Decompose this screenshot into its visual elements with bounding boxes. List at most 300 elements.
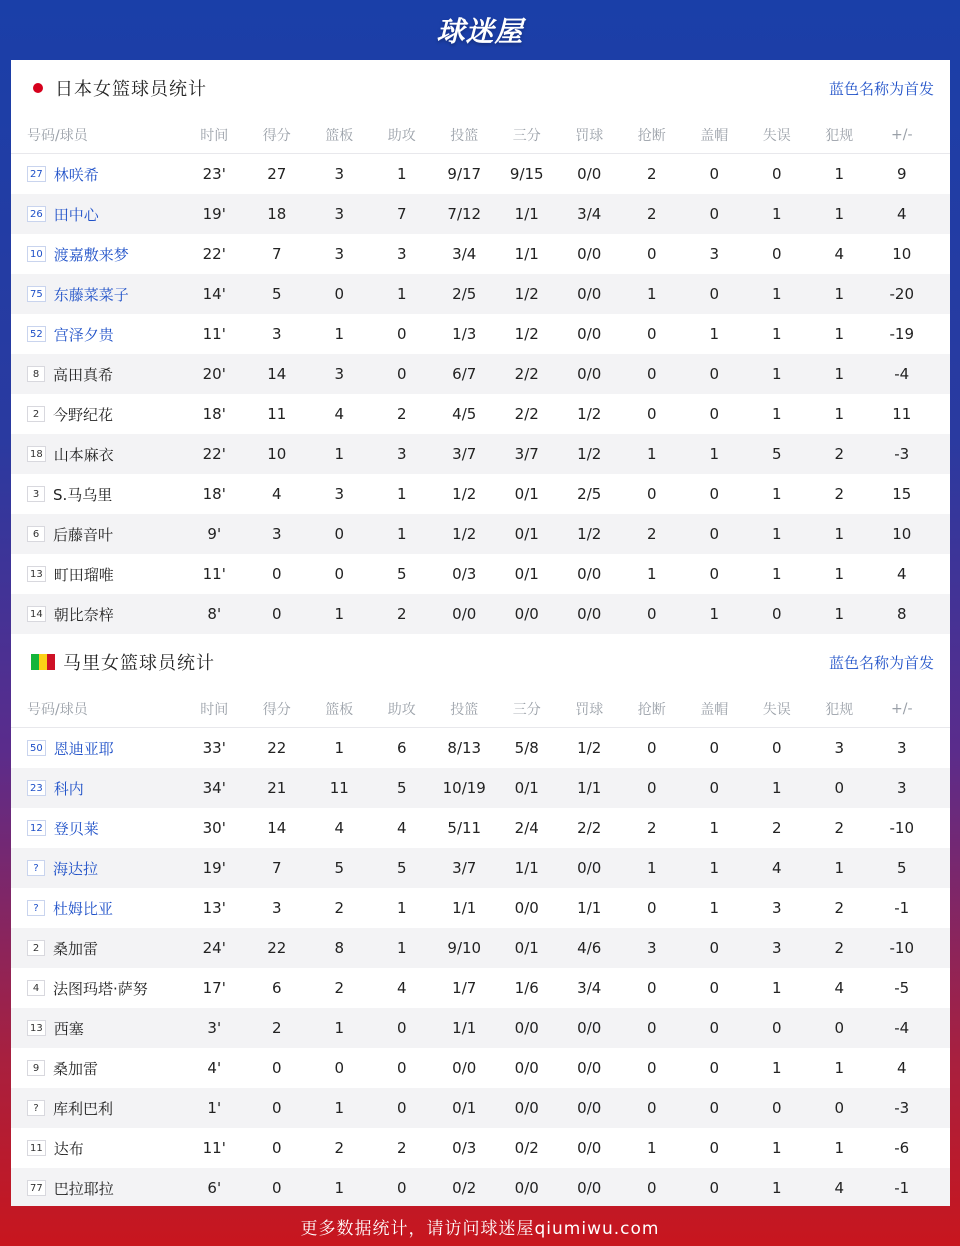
jersey-number-badge: 2	[27, 406, 45, 422]
stat-cell: 1	[771, 485, 782, 503]
player-name[interactable]: 町田瑠唯	[53, 565, 114, 584]
stat-cell: 2	[834, 939, 845, 957]
table-row[interactable]	[11, 1168, 950, 1206]
stats-card	[11, 60, 950, 1206]
stat-cell: 19'	[202, 859, 226, 877]
stat-cell: 0	[771, 739, 782, 757]
stat-cell: -19	[889, 325, 914, 343]
column-header[interactable]: 号码/球员	[27, 701, 88, 718]
table-row[interactable]	[11, 768, 950, 808]
stat-cell: 4	[271, 485, 282, 503]
stat-cell: 0	[646, 605, 657, 623]
stat-cell: 0	[271, 1099, 282, 1117]
stat-cell: 1	[709, 899, 720, 917]
stat-cell: 3	[334, 365, 345, 383]
footer-text[interactable]: 更多数据统计，请访问球迷屋qiumiwu.com	[300, 1218, 660, 1239]
stat-cell: 1	[771, 325, 782, 343]
stat-cell: 4	[334, 819, 345, 837]
table-row[interactable]	[11, 194, 950, 234]
stat-cell: 34'	[202, 779, 226, 797]
stat-cell: 0	[271, 1059, 282, 1077]
stat-cell: 1	[396, 165, 407, 183]
section-title-wrap	[31, 75, 207, 101]
stat-cell: 1/2	[577, 445, 602, 463]
player-name[interactable]: 库利巴利	[53, 1099, 114, 1118]
stat-cell: 0	[709, 485, 720, 503]
stat-cell: 0	[646, 739, 657, 757]
player-name[interactable]: 西塞	[53, 1019, 84, 1038]
table-row[interactable]	[11, 274, 950, 314]
player-name[interactable]: S.马乌里	[53, 485, 113, 504]
stat-cell: 1/1	[514, 859, 539, 877]
stat-cell: 4	[396, 819, 407, 837]
stat-cell: 0	[771, 245, 782, 263]
stat-cell: 0	[709, 739, 720, 757]
stat-cell: 8	[334, 939, 345, 957]
stat-cell: 0	[771, 165, 782, 183]
stat-cell: 10/19	[442, 779, 486, 797]
column-header[interactable]: 得分	[262, 127, 291, 144]
stat-cell: 1	[834, 859, 845, 877]
flag-stripe	[47, 654, 55, 670]
stat-cell: 2	[646, 165, 657, 183]
column-header[interactable]: 时间	[200, 701, 229, 718]
column-header[interactable]: 抢断	[637, 127, 666, 144]
stat-cell: 19'	[202, 205, 226, 223]
stat-cell: 13'	[202, 899, 226, 917]
stat-cell: 1	[334, 1179, 345, 1197]
player-name[interactable]: 巴拉耶拉	[53, 1179, 114, 1198]
stat-cell: 4	[896, 205, 907, 223]
stat-cell: 15	[892, 485, 912, 503]
stat-cell: 1	[646, 565, 657, 583]
stat-cell: 0	[709, 205, 720, 223]
stat-cell: 14	[267, 365, 287, 383]
jersey-number-badge: 26	[27, 206, 46, 222]
player-cell	[11, 324, 183, 345]
player-cell	[11, 778, 183, 799]
stat-cell: 2	[646, 819, 657, 837]
flag-stripe	[31, 654, 39, 670]
stat-cell: 3/4	[452, 245, 477, 263]
player-name[interactable]: 林咲希	[53, 165, 99, 184]
stat-cell: 1	[771, 205, 782, 223]
player-name[interactable]: 杜姆比亚	[53, 899, 114, 918]
stat-cell: 1	[709, 819, 720, 837]
stat-cell: 1	[396, 525, 407, 543]
jersey-number-badge: 11	[27, 1140, 46, 1156]
stat-cell: 1	[834, 285, 845, 303]
stat-cell: 1/7	[452, 979, 477, 997]
stat-cell: 0/1	[514, 525, 539, 543]
player-cell	[11, 284, 183, 305]
stat-cell: 1	[334, 1019, 345, 1037]
stat-cell: 2	[834, 819, 845, 837]
stat-cell: 0/0	[577, 285, 602, 303]
column-header[interactable]: 罚球	[575, 127, 604, 144]
table-row[interactable]	[11, 1128, 950, 1168]
stat-cell: 0/0	[577, 565, 602, 583]
stat-cell: 0	[334, 525, 345, 543]
stat-cell: 0/3	[452, 1139, 477, 1157]
table-row[interactable]	[11, 808, 950, 848]
stat-cell: 2	[834, 485, 845, 503]
player-cell	[11, 404, 183, 425]
stat-cell: 0	[771, 1099, 782, 1117]
jersey-number-badge: 3	[27, 486, 45, 502]
column-header[interactable]: 投篮	[450, 127, 479, 144]
stat-cell: 2	[646, 205, 657, 223]
player-cell	[11, 364, 183, 385]
column-header[interactable]: 失误	[762, 701, 791, 718]
stat-cell: 11	[267, 405, 287, 423]
stat-cell: 2	[396, 405, 407, 423]
stat-cell: 0/0	[577, 165, 602, 183]
stat-cell: 23'	[202, 165, 226, 183]
stat-cell: 8/13	[447, 739, 482, 757]
player-cell	[11, 818, 183, 839]
stat-cell: 0	[646, 979, 657, 997]
player-cell	[11, 1138, 183, 1159]
jersey-number-badge: ?	[27, 860, 45, 876]
stat-cell: 0	[709, 365, 720, 383]
column-header[interactable]: 三分	[512, 127, 541, 144]
stat-cell: 3	[334, 205, 345, 223]
stat-cell: 1	[834, 605, 845, 623]
stat-cell: 0	[771, 605, 782, 623]
jersey-number-badge: 75	[27, 286, 46, 302]
stat-cell: 0	[834, 779, 845, 797]
stat-cell: 9/15	[509, 165, 544, 183]
stat-cell: 11'	[202, 565, 226, 583]
table-row[interactable]	[11, 554, 950, 594]
player-name[interactable]: 达布	[53, 1139, 84, 1158]
stat-cell: 0/0	[577, 245, 602, 263]
stat-cell: 3	[646, 939, 657, 957]
stat-cell: 0	[709, 1099, 720, 1117]
column-header[interactable]: +/-	[891, 126, 913, 143]
column-header[interactable]: +/-	[891, 700, 913, 717]
stat-cell: 2	[334, 899, 345, 917]
stat-cell: 5	[396, 565, 407, 583]
japan-flag-icon	[33, 83, 43, 93]
stat-cell: 0/3	[452, 565, 477, 583]
stat-cell: 1	[334, 605, 345, 623]
stat-cell: 1'	[207, 1099, 222, 1117]
stat-cell: -1	[894, 899, 910, 917]
table-header-row	[11, 690, 950, 728]
stat-cell: 14'	[202, 285, 226, 303]
player-name[interactable]: 山本麻衣	[53, 445, 114, 464]
stat-cell: 2	[834, 445, 845, 463]
stat-cell: 22	[267, 739, 287, 757]
stat-cell: 2/5	[577, 485, 602, 503]
stat-cell: 0	[271, 565, 282, 583]
stat-cell: 20'	[202, 365, 226, 383]
column-header[interactable]: 助攻	[387, 701, 416, 718]
player-name[interactable]: 今野纪花	[53, 405, 114, 424]
player-cell	[11, 524, 183, 545]
stat-cell: 7	[271, 859, 282, 877]
stat-cell: 1/6	[514, 979, 539, 997]
player-name[interactable]: 科内	[53, 779, 84, 798]
stat-cell: 2	[771, 819, 782, 837]
stat-cell: 0	[709, 165, 720, 183]
section-title: 日本女篮球员统计	[55, 79, 207, 100]
stat-cell: 0/1	[514, 565, 539, 583]
stat-cell: 1/1	[577, 899, 602, 917]
table-row[interactable]	[11, 594, 950, 634]
stat-cell: 0	[834, 1099, 845, 1117]
stat-cell: 2	[271, 1019, 282, 1037]
stat-cell: 1	[771, 405, 782, 423]
stat-cell: 0	[396, 365, 407, 383]
stat-cell: 0/0	[577, 605, 602, 623]
stat-cell: 11	[892, 405, 912, 423]
table-row[interactable]	[11, 968, 950, 1008]
stat-cell: 0/0	[577, 859, 602, 877]
stat-cell: -10	[889, 819, 914, 837]
table-row[interactable]	[11, 514, 950, 554]
stat-cell: 1	[771, 1139, 782, 1157]
stat-cell: 30'	[202, 819, 226, 837]
stat-cell: 0	[709, 405, 720, 423]
stat-cell: 22	[267, 939, 287, 957]
stat-cell: 4	[396, 979, 407, 997]
stat-cell: 5	[396, 779, 407, 797]
player-name[interactable]: 后藤音叶	[53, 525, 114, 544]
column-header[interactable]: 号码/球员	[27, 127, 88, 144]
stat-cell: 4	[834, 245, 845, 263]
stat-cell: 0	[834, 1019, 845, 1037]
stat-cell: 0	[646, 405, 657, 423]
stat-cell: 0	[334, 1059, 345, 1077]
stat-cell: 3/7	[452, 859, 477, 877]
player-cell	[11, 1098, 183, 1119]
player-cell	[11, 1058, 183, 1079]
stat-cell: -3	[894, 445, 910, 463]
stat-cell: 1	[771, 779, 782, 797]
jersey-number-badge: 23	[27, 780, 46, 796]
stat-cell: 0	[709, 1059, 720, 1077]
table-row[interactable]	[11, 1048, 950, 1088]
stat-cell: 3	[334, 165, 345, 183]
player-name[interactable]: 田中心	[53, 205, 99, 224]
stat-cell: 22'	[202, 245, 226, 263]
player-cell	[11, 484, 183, 505]
stat-cell: 1/1	[452, 1019, 477, 1037]
player-name[interactable]: 宫泽夕贵	[53, 325, 114, 344]
stat-cell: 1/2	[514, 285, 539, 303]
stat-cell: 4/6	[577, 939, 602, 957]
stat-cell: 1/1	[577, 779, 602, 797]
stat-cell: 1	[709, 325, 720, 343]
column-header[interactable]: 罚球	[575, 701, 604, 718]
stat-cell: 2/4	[514, 819, 539, 837]
stat-cell: 6	[396, 739, 407, 757]
jersey-number-badge: ?	[27, 1100, 45, 1116]
stat-cell: 10	[267, 445, 287, 463]
site-logo[interactable]: 球迷屋	[436, 15, 524, 48]
stat-cell: 2/5	[452, 285, 477, 303]
jersey-number-badge: 50	[27, 740, 46, 756]
stat-cell: 0/2	[514, 1139, 539, 1157]
player-cell	[11, 1018, 183, 1039]
stat-cell: 1	[771, 565, 782, 583]
table-row[interactable]	[11, 154, 950, 194]
stat-cell: -1	[894, 1179, 910, 1197]
stat-cell: 3/7	[514, 445, 539, 463]
table-row[interactable]	[11, 234, 950, 274]
stat-cell: 9	[896, 165, 907, 183]
player-name[interactable]: 东藤菜菜子	[53, 285, 129, 304]
stat-cell: 0	[709, 779, 720, 797]
stats-table	[11, 116, 950, 634]
stat-cell: 0	[271, 1139, 282, 1157]
stat-cell: 5	[271, 285, 282, 303]
stat-cell: 0	[396, 1179, 407, 1197]
stat-cell: 3	[709, 245, 720, 263]
stat-cell: 6	[271, 979, 282, 997]
table-row[interactable]	[11, 1008, 950, 1048]
player-name[interactable]: 渡嘉敷来梦	[53, 245, 129, 264]
stat-cell: 7	[271, 245, 282, 263]
stat-cell: -4	[894, 365, 910, 383]
stat-cell: 9'	[207, 525, 222, 543]
stat-cell: 1	[396, 285, 407, 303]
stat-cell: 0/0	[514, 1059, 539, 1077]
table-row[interactable]	[11, 928, 950, 968]
jersey-number-badge: 27	[27, 166, 46, 182]
stat-cell: 3	[271, 325, 282, 343]
stat-cell: 1	[771, 1059, 782, 1077]
stat-cell: 5	[334, 859, 345, 877]
player-name[interactable]: 法图玛塔·萨努	[53, 979, 148, 998]
stat-cell: 0/0	[452, 605, 477, 623]
column-header[interactable]: 投篮	[450, 701, 479, 718]
stat-cell: 21	[267, 779, 287, 797]
stat-cell: 0	[709, 1179, 720, 1197]
stat-cell: 6/7	[452, 365, 477, 383]
stat-cell: 2	[396, 1139, 407, 1157]
table-row[interactable]	[11, 728, 950, 768]
jersey-number-badge: 8	[27, 366, 45, 382]
stat-cell: 1/1	[514, 245, 539, 263]
stat-cell: 0	[646, 1099, 657, 1117]
player-name[interactable]: 高田真希	[53, 365, 114, 384]
stat-cell: 1/2	[577, 405, 602, 423]
stat-cell: 0	[646, 1019, 657, 1037]
stat-cell: 1/2	[452, 525, 477, 543]
table-row[interactable]	[11, 474, 950, 514]
player-name[interactable]: 桑加雷	[53, 939, 99, 958]
column-header[interactable]: 抢断	[637, 701, 666, 718]
table-row[interactable]	[11, 314, 950, 354]
stat-cell: -20	[889, 285, 914, 303]
column-header[interactable]: 盖帽	[700, 701, 729, 718]
stat-cell: 1	[834, 205, 845, 223]
stat-cell: 2/2	[514, 405, 539, 423]
stat-cell: 4	[771, 859, 782, 877]
section-header	[11, 60, 950, 116]
column-header[interactable]: 篮板	[325, 127, 354, 144]
stat-cell: 0	[709, 1139, 720, 1157]
stat-cell: -10	[889, 939, 914, 957]
stat-cell: 2/2	[514, 365, 539, 383]
stat-cell: -4	[894, 1019, 910, 1037]
player-name[interactable]: 登贝莱	[53, 819, 99, 838]
jersey-number-badge: 13	[27, 1020, 46, 1036]
stat-cell: 0/0	[577, 1059, 602, 1077]
stat-cell: 0/0	[577, 1139, 602, 1157]
stat-cell: 0	[709, 285, 720, 303]
jersey-number-badge: 52	[27, 326, 46, 342]
stat-cell: 0	[709, 939, 720, 957]
table-row[interactable]	[11, 1088, 950, 1128]
table-row[interactable]	[11, 394, 950, 434]
stat-cell: 0	[646, 365, 657, 383]
stat-cell: 0/0	[514, 1099, 539, 1117]
jersey-number-badge: 2	[27, 940, 45, 956]
stat-cell: 10	[892, 525, 912, 543]
stat-cell: 5/8	[514, 739, 539, 757]
player-name[interactable]: 朝比奈梓	[53, 605, 114, 624]
stat-cell: 0	[646, 1059, 657, 1077]
stat-cell: 0/1	[514, 485, 539, 503]
stat-cell: 4	[834, 1179, 845, 1197]
stat-cell: 0/0	[577, 365, 602, 383]
stat-cell: 1/2	[577, 525, 602, 543]
stat-cell: 8'	[207, 605, 222, 623]
column-header[interactable]: 篮板	[325, 701, 354, 718]
stat-cell: 1	[834, 165, 845, 183]
table-row[interactable]	[11, 354, 950, 394]
column-header[interactable]: 得分	[262, 701, 291, 718]
table-header-row	[11, 116, 950, 154]
stat-cell: 1	[334, 1099, 345, 1117]
column-header[interactable]: 失误	[762, 127, 791, 144]
table-row[interactable]	[11, 434, 950, 474]
starter-legend-note: 蓝色名称为首发	[828, 653, 934, 672]
stat-cell: 6'	[207, 1179, 222, 1197]
stat-cell: 33'	[202, 739, 226, 757]
stat-cell: 4/5	[452, 405, 477, 423]
column-header[interactable]: 犯规	[825, 127, 854, 144]
column-header[interactable]: 盖帽	[700, 127, 729, 144]
column-header[interactable]: 三分	[512, 701, 541, 718]
stat-cell: 0/0	[577, 325, 602, 343]
stat-cell: -5	[894, 979, 910, 997]
jersey-number-badge: 12	[27, 820, 46, 836]
flag-stripe	[39, 654, 47, 670]
player-name[interactable]: 海达拉	[53, 859, 99, 878]
table-row[interactable]	[11, 888, 950, 928]
column-header[interactable]: 时间	[200, 127, 229, 144]
column-header[interactable]: 助攻	[387, 127, 416, 144]
stat-cell: 3	[396, 245, 407, 263]
table-row[interactable]	[11, 848, 950, 888]
stat-cell: 7/12	[447, 205, 482, 223]
stat-cell: 0	[396, 1059, 407, 1077]
column-header[interactable]: 犯规	[825, 701, 854, 718]
stat-cell: 27	[267, 165, 287, 183]
stat-cell: 0/0	[452, 1059, 477, 1077]
player-name[interactable]: 桑加雷	[53, 1059, 99, 1078]
stat-cell: 0	[396, 1019, 407, 1037]
jersey-number-badge: 10	[27, 246, 46, 262]
player-name[interactable]: 恩迪亚耶	[53, 739, 114, 758]
stat-cell: 0/0	[514, 605, 539, 623]
